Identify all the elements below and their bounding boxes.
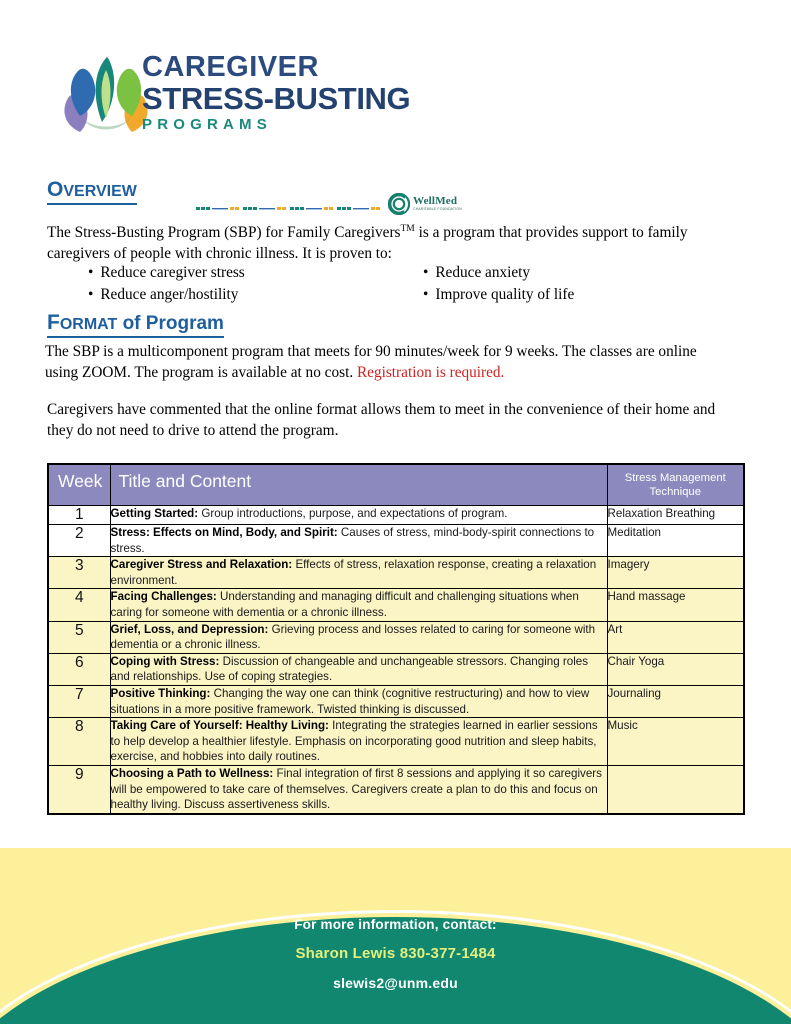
cell-title-content <box>110 653 607 685</box>
cell-week: 4 <box>48 589 110 621</box>
cell-week: 3 <box>48 557 110 589</box>
column-header-title-content: Title and Content <box>110 464 607 506</box>
overview-heading-initial: O <box>47 178 64 201</box>
session-description: Causes of stress, mind-body-spirit connections to stress. <box>110 526 595 555</box>
cell-week: 1 <box>48 506 110 525</box>
brand-line-programs: PROGRAMS <box>142 116 272 133</box>
cell-technique: Hand massage <box>607 589 744 621</box>
cell-technique: Chair Yoga <box>607 653 744 685</box>
cell-title-content <box>110 589 607 621</box>
wellmed-tagline: CHARITABLE FOUNDATION <box>413 207 462 211</box>
session-description: Grieving process and losses related to caring for someone with dementia or a chronic illness. <box>110 622 596 652</box>
session-title: Facing Challenges: <box>110 590 217 604</box>
cell-technique: Music <box>607 718 744 766</box>
table-row <box>48 718 744 766</box>
cell-title-content <box>110 525 607 557</box>
session-title: Grief, Loss, and Depression: <box>110 622 269 636</box>
cell-title-content <box>110 718 607 766</box>
brand-wordmark <box>142 52 472 135</box>
registration-required-notice: Registration is required. <box>356 364 505 381</box>
table-row <box>48 557 744 589</box>
format-heading-caps: ORMAT <box>59 316 118 333</box>
table-row <box>48 621 744 653</box>
session-title: Taking Care of Yourself: Healthy Living: <box>110 719 329 733</box>
cell-technique <box>607 765 744 813</box>
overview-benefits-list <box>0 262 791 312</box>
overview-paragraph-pre: The Stress-Busting Program (SBP) for Family Caregivers <box>47 224 401 242</box>
footer-arc-shape <box>0 917 791 1024</box>
overview-paragraph <box>47 219 719 264</box>
cell-title-content <box>110 685 607 717</box>
cell-week: 6 <box>48 653 110 685</box>
session-title: Coping with Stress: <box>110 654 220 668</box>
trademark-symbol: TM <box>400 224 415 234</box>
session-description: Final integration of first 8 sessions and applying it so caregivers will be empowered to take care of themselves. Caregivers create a plan to do this and focus on healthy living. Discuss assertiveness skills. <box>110 766 602 812</box>
list-item: • Improve quality of life <box>423 284 574 306</box>
table-row <box>48 589 744 621</box>
table-row <box>48 653 744 685</box>
format-paragraph-2: Caregivers have commented that the online format allows them to meet in the convenience of their home and they do not need to drive to attend the program. <box>47 401 716 439</box>
table-row <box>48 506 744 525</box>
format-paragraph-1 <box>45 341 730 383</box>
cell-week: 2 <box>48 525 110 557</box>
session-title: Caregiver Stress and Relaxation: <box>110 558 293 572</box>
brand-line-caregiver: CAREGIVER <box>142 51 319 83</box>
format-paragraph-black: The SBP is a multicomponent program that meets for 90 minutes/week for 9 weeks. The classes are online using ZOOM. The program is available at no cost. <box>45 343 697 381</box>
cell-technique: Relaxation Breathing <box>607 506 744 525</box>
cell-week: 7 <box>48 685 110 717</box>
benefits-column-left <box>88 262 245 306</box>
list-item: • Reduce caregiver stress <box>88 262 245 284</box>
cell-technique: Journaling <box>607 685 744 717</box>
list-item: • Reduce anxiety <box>423 262 574 284</box>
table-row <box>48 685 744 717</box>
cell-week: 5 <box>48 621 110 653</box>
table-row <box>48 765 744 813</box>
footer-contact-name-phone: Sharon Lewis 830-377-1484 <box>295 945 496 962</box>
footer-contact-email[interactable]: slewis2@unm.edu <box>333 975 458 991</box>
table-header <box>48 464 744 506</box>
wellmed-name: WellMed <box>413 195 458 207</box>
table-header-row <box>48 464 744 506</box>
session-title: Getting Started: <box>110 507 199 520</box>
session-description: Discussion of changeable and unchangeable stressors. Changing roles and relationships. Use of coping strategies. <box>110 654 589 684</box>
format-heading-initial: F <box>47 311 60 334</box>
format-heading-rest: of Program <box>117 313 224 334</box>
cell-technique: Meditation <box>607 525 744 557</box>
overview-heading-rest: VERVIEW <box>63 183 137 200</box>
cell-title-content <box>110 506 607 525</box>
cell-technique: Art <box>607 621 744 653</box>
session-description: Effects of stress, relaxation response, creating a relaxation environment. <box>110 558 597 587</box>
cell-title-content <box>110 765 607 813</box>
weekly-schedule-table <box>47 463 745 815</box>
cell-week: 8 <box>48 718 110 766</box>
cell-title-content <box>110 557 607 589</box>
brand-line-stress-busting: STRESS-BUSTING <box>142 81 411 116</box>
wellmed-swirl-icon <box>388 193 410 215</box>
session-title: Stress: Effects on Mind, Body, and Spirit: <box>110 526 338 539</box>
session-description: Understanding and managing difficult and challenging situations when caring for someone with dementia or a chronic illness. <box>110 590 579 619</box>
document-footer <box>0 848 791 1024</box>
format-heading <box>47 311 224 338</box>
session-description: Group introductions, purpose, and expectations of program. <box>198 507 508 520</box>
decorative-dashed-rule <box>196 199 386 206</box>
table-row <box>48 525 744 557</box>
session-description: Changing the way one can think (cognitive restructuring) and how to view situations in a more positive framework. Twisted thinking is discussed. <box>110 686 590 716</box>
footer-contact-label: For more information, contact: <box>294 917 497 932</box>
overview-heading <box>47 178 137 205</box>
cell-technique: Imagery <box>607 557 744 589</box>
table-body <box>48 506 744 814</box>
lotus-flower-logo <box>58 54 154 140</box>
cell-week: 9 <box>48 765 110 813</box>
session-title: Positive Thinking: <box>110 686 211 700</box>
benefits-column-right <box>423 262 574 306</box>
wellmed-partner-logo <box>388 192 466 216</box>
cell-title-content <box>110 621 607 653</box>
session-description: Integrating the strategies learned in earlier sessions to help develop a healthier lifestyle. Emphasis on incorporating good nutrition and sleep habits, exercise, and hobbies into daily routines. <box>110 719 598 764</box>
session-title: Choosing a Path to Wellness: <box>110 766 274 780</box>
overview-paragraph-post: is a program that provides support to family caregivers of people with chronic illness. It is proven to: <box>47 224 688 263</box>
column-header-stress-management-technique: Stress Management Technique <box>607 464 744 506</box>
list-item: • Reduce anger/hostility <box>88 284 245 306</box>
column-header-week: Week <box>48 464 110 506</box>
